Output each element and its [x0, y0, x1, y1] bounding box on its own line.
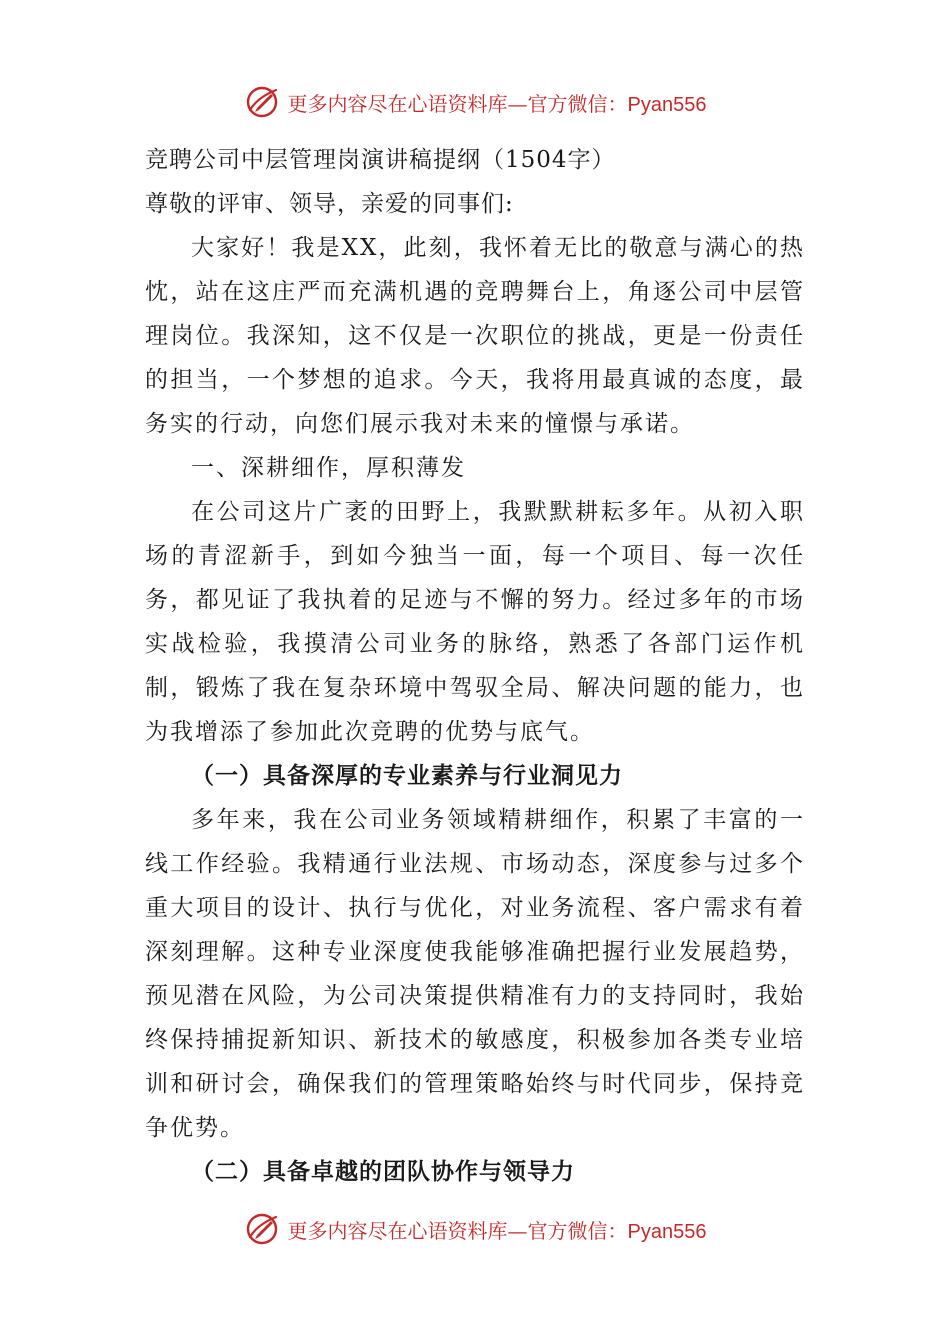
header-banner-inner [244, 84, 707, 120]
document-title: 竞聘公司中层管理岗演讲稿提纲（1504字） [145, 147, 616, 173]
subsection-2-heading: （二）具备卓越的团队协作与领导力 [191, 1159, 575, 1185]
banner-text [288, 88, 707, 117]
salutation: 尊敬的评审、领导，亲爱的同事们: [145, 191, 514, 217]
pen-swirl-logo-icon [244, 84, 280, 120]
document-body [145, 138, 805, 1194]
subsection-1-paragraph: 多年来，我在公司业务领域精耕细作，积累了丰富的一线工作经验。我精通行业法规、市场动态，深度参与过多个重大项目的设计、执行与优化，对业务流程、客户需求有着深刻理解。这种专业深度使我能够准确把握行业发展趋势，预见潜在风险，为公司决策提供精准有力的支持同时，我始终保持捕捉新知识、新技术的敏感度，积极参加各类专业培训和研讨会，确保我们的管理策略始终与时代同步，保持竞争优势。 [145, 807, 805, 1141]
banner-wechat-id: Pyan556 [627, 1220, 707, 1243]
section-1-paragraph: 在公司这片广袤的田野上，我默默耕耘多年。从初入职场的青涩新手，到如今独当一面，每一个项目、每一次任务，都见证了我执着的足迹与不懈的努力。经过多年的市场实战检验，我摸清公司业务的脉络，熟悉了各部门运作机制，锻炼了我在复杂环境中驾驭全局、解决问题的能力，也为我增添了参加此次竞聘的优势与底气。 [145, 499, 805, 745]
banner-text [288, 1215, 707, 1244]
section-1-heading: 一、深耕细作，厚积薄发 [191, 455, 466, 481]
banner-text-cn: 更多内容尽在心语资料库—官方微信： [287, 91, 628, 116]
banner-wechat-id: Pyan556 [627, 93, 707, 116]
intro-paragraph: 大家好！我是XX，此刻，我怀着无比的敬意与满心的热忱，站在这庄严而充满机遇的竞聘舞台上，角逐公司中层管理岗位。我深知，这不仅是一次职位的挑战，更是一份责任的担当，一个梦想的追求。今天，我将用最真诚的态度，最务实的行动，向您们展示我对未来的憧憬与承诺。 [145, 235, 805, 437]
pen-swirl-logo-icon [244, 1211, 280, 1247]
subsection-1-heading: （一）具备深厚的专业素养与行业洞见力 [191, 763, 623, 789]
footer-banner-inner [244, 1211, 707, 1247]
footer-banner [0, 1209, 950, 1249]
header-banner [0, 82, 950, 122]
banner-text-cn: 更多内容尽在心语资料库—官方微信： [287, 1218, 628, 1243]
